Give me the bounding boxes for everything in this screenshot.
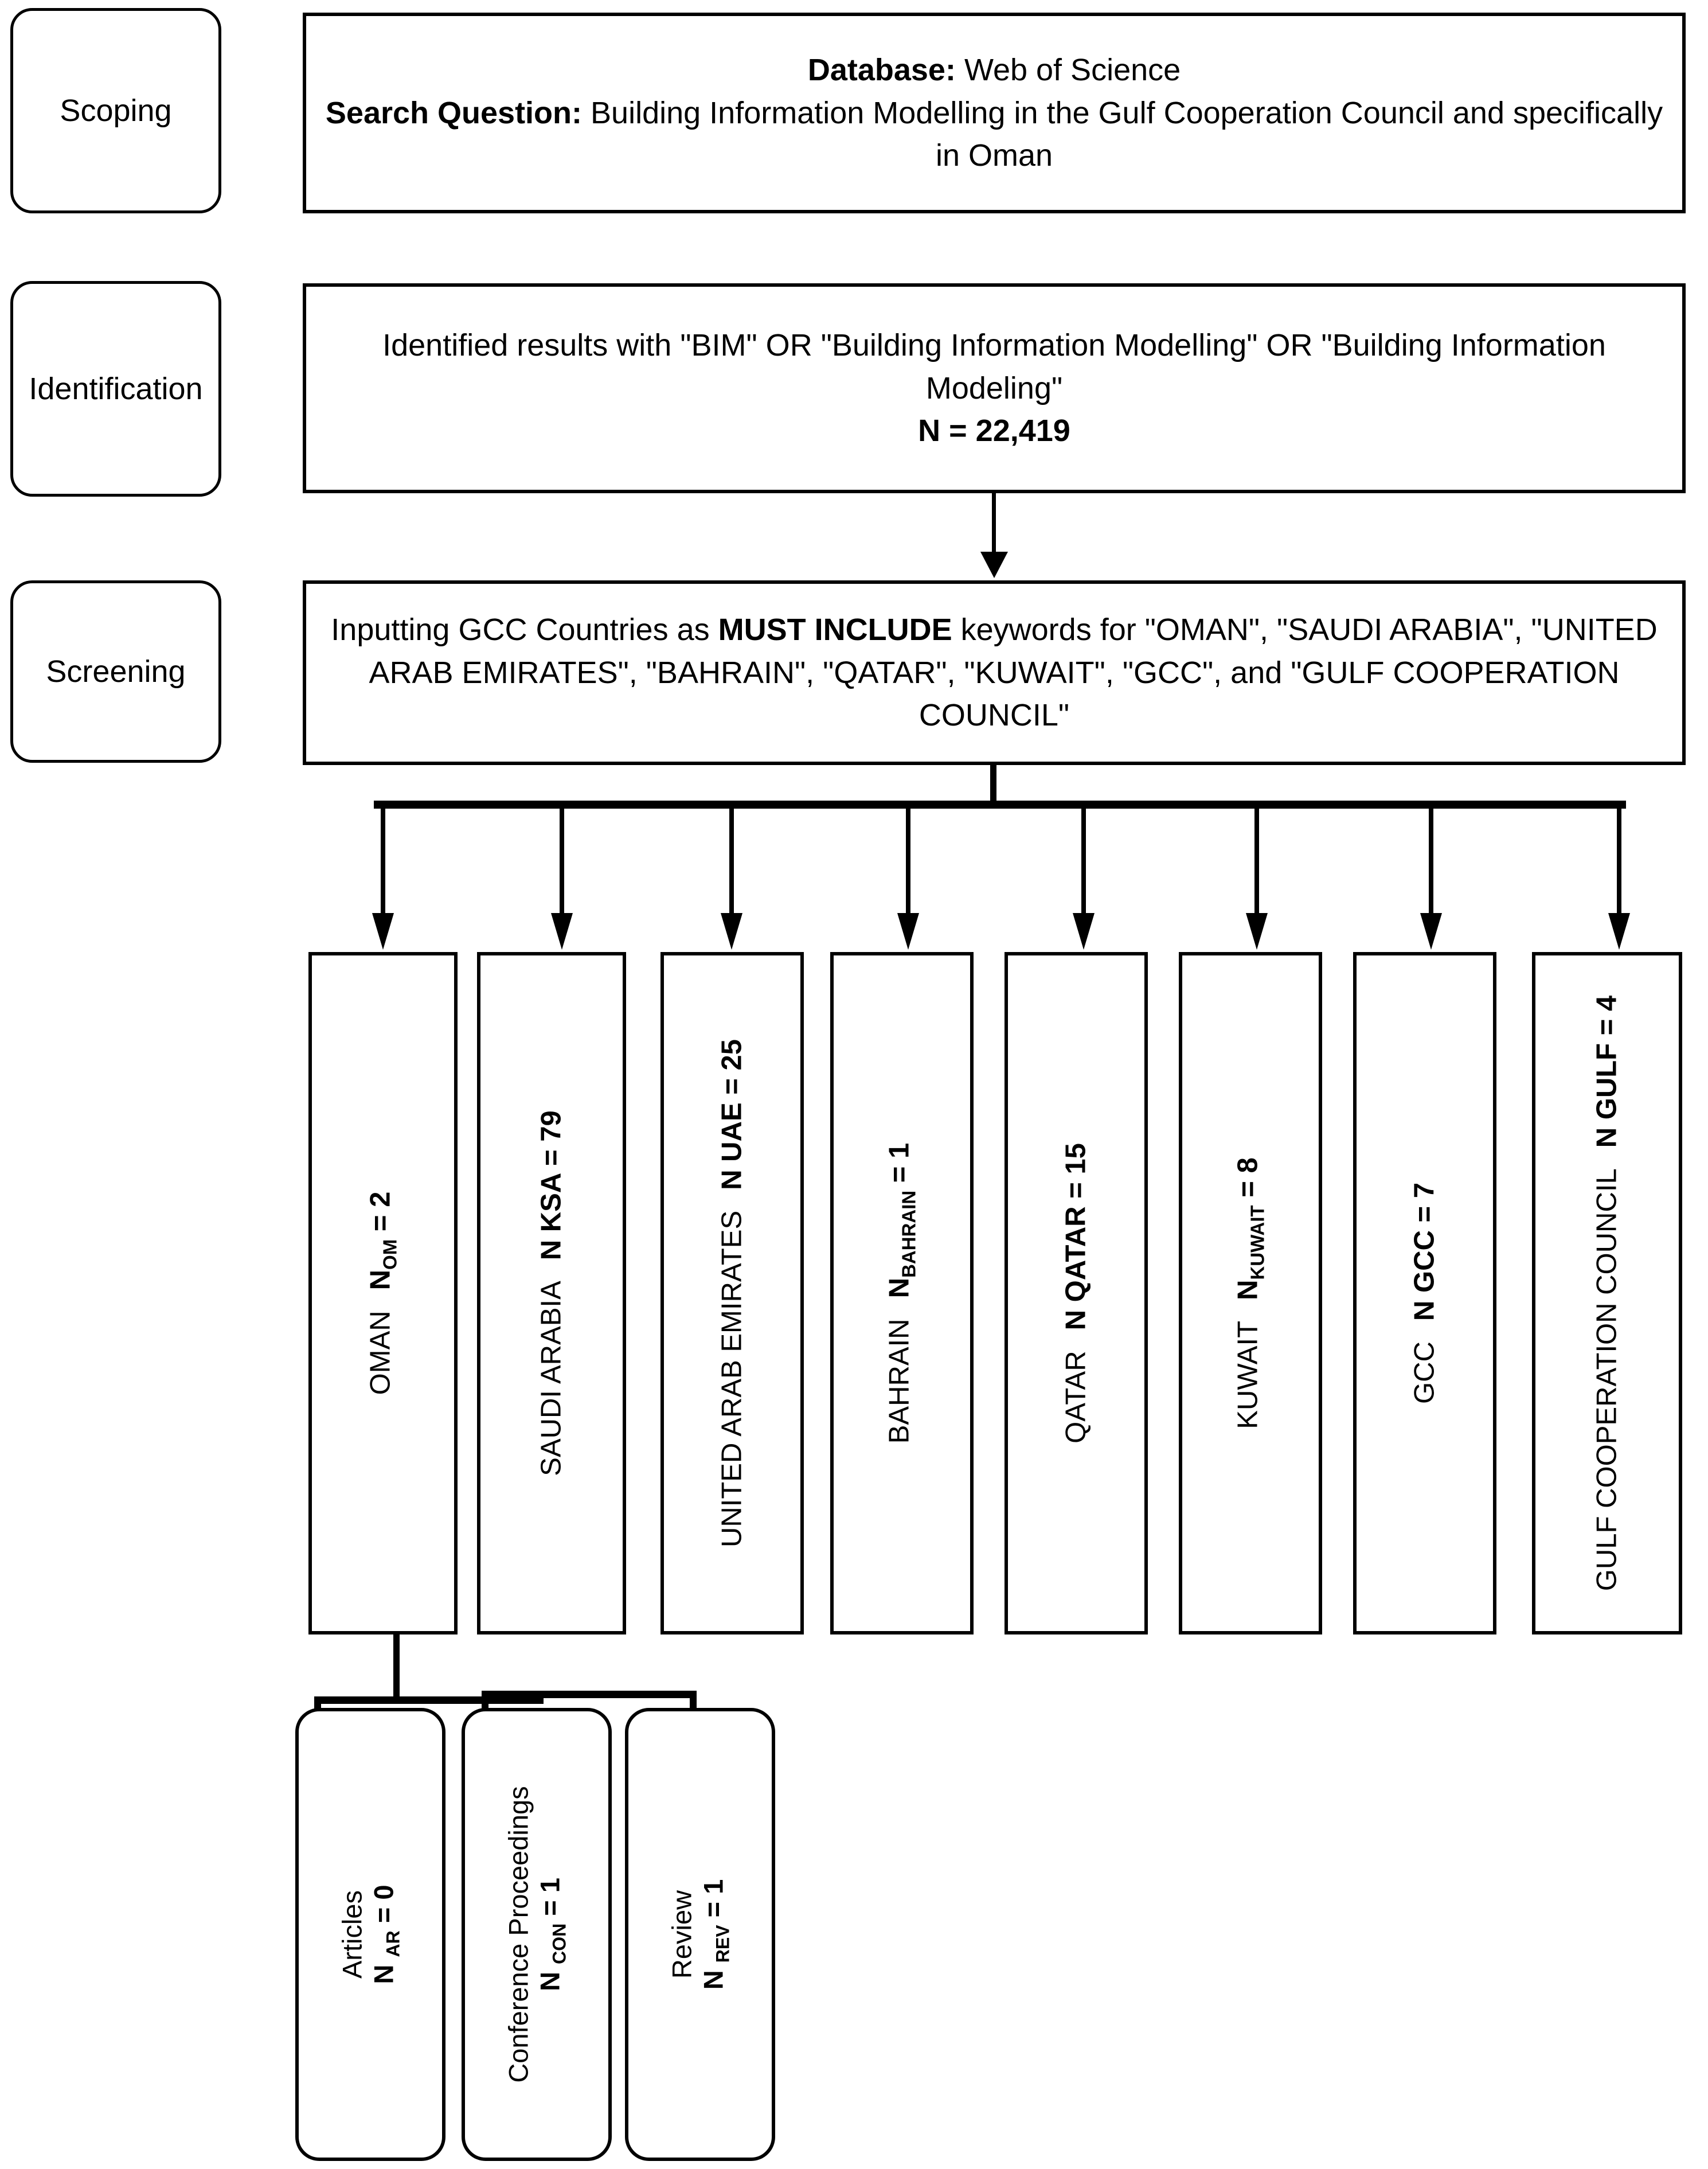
- type-name-articles: Articles: [337, 1890, 368, 1979]
- arrow-identification-to-screening: [980, 552, 1008, 578]
- stage-chip-identification: [10, 281, 221, 497]
- country-label-saudi-arabia: [538, 1110, 566, 1476]
- arrow-to-country-6: [1246, 913, 1268, 950]
- manifold-drop-6: [1254, 805, 1259, 930]
- scoping-question-label: Search Question:: [325, 95, 583, 130]
- country-count-gulf-cooperation-council: N GULF = 4: [1591, 995, 1623, 1148]
- stage-chip-screening-label: Screening: [46, 654, 186, 689]
- country-box-gcc: [1353, 952, 1496, 1634]
- manifold-drop-4: [906, 805, 910, 930]
- country-label-qatar: [1062, 1143, 1091, 1444]
- scoping-database-line: [319, 49, 1670, 92]
- country-name-uae: UNITED ARAB EMIRATES: [716, 1210, 748, 1548]
- arrow-to-country-8: [1608, 913, 1630, 950]
- type-box-articles: [295, 1708, 445, 2161]
- type-box-conference-proceedings: [462, 1708, 612, 2161]
- country-name-kuwait: KUWAIT: [1232, 1320, 1264, 1429]
- type-count-articles: N $_{AR}$ = 0: [368, 1885, 404, 1984]
- manifold-trunk: [990, 765, 996, 803]
- country-name-gcc: GCC: [1409, 1341, 1440, 1404]
- screening-criteria-text: [319, 608, 1670, 737]
- type-label-review: [666, 1879, 734, 1990]
- manifold-drop-1: [381, 805, 385, 930]
- manifold-drop-5: [1081, 805, 1086, 930]
- screening-prefix: Inputting GCC Countries as: [331, 613, 718, 647]
- country-label-oman: [367, 1192, 400, 1395]
- oman-split-stem: [393, 1633, 400, 1702]
- scoping-question-line: [319, 92, 1670, 177]
- country-box-bahrain: [830, 952, 974, 1634]
- stage-chip-identification-label: Identification: [29, 371, 203, 406]
- arrow-to-country-1: [372, 913, 394, 950]
- country-label-bahrain: [886, 1143, 919, 1444]
- screening-suffix: keywords for "OMAN", "SAUDI ARABIA", "UNITED ARAB EMIRATES", "BAHRAIN", "QATAR", "KUWAIT", "GCC", and "GULF COOPERATION COUNCIL": [369, 613, 1658, 733]
- arrow-to-country-5: [1073, 913, 1095, 950]
- country-box-gulf-cooperation-council: [1532, 952, 1682, 1634]
- type-count-review: N $_{REV}$ = 1: [698, 1879, 733, 1990]
- arrow-to-country-4: [897, 913, 919, 950]
- country-count-gcc: N GCC = 7: [1409, 1183, 1440, 1321]
- country-count-uae: N UAE = 25: [716, 1039, 748, 1190]
- type-name-review: Review: [666, 1890, 697, 1979]
- scoping-database-value: Web of Science: [964, 53, 1181, 88]
- type-label-conference-proceedings: [502, 1786, 570, 2082]
- type-name-conference-proceedings: Conference Proceedings: [503, 1786, 534, 2083]
- country-label-kuwait: [1234, 1157, 1267, 1429]
- stage-chip-scoping: [10, 8, 221, 213]
- country-count-oman: $N_{OM} = 2$: [365, 1191, 401, 1290]
- scoping-content-box: [303, 13, 1686, 213]
- oman-split-bus-right: [482, 1691, 697, 1698]
- country-count-kuwait: $N_{KUWAIT} = 8$: [1232, 1157, 1268, 1300]
- screening-content-box: [303, 580, 1686, 765]
- arrow-to-country-2: [551, 913, 573, 950]
- scoping-database-label: Database:: [807, 53, 956, 88]
- country-count-saudi-arabia: N KSA = 79: [536, 1110, 567, 1261]
- country-label-gcc: [1411, 1183, 1439, 1404]
- manifold-drop-2: [560, 805, 564, 930]
- country-name-qatar: QATAR: [1060, 1351, 1092, 1444]
- manifold-drop-8: [1617, 805, 1621, 930]
- screening-emphasis: MUST INCLUDE: [718, 613, 952, 647]
- country-name-saudi-arabia: SAUDI ARABIA: [536, 1281, 567, 1476]
- country-label-uae: [718, 1039, 746, 1547]
- country-name-gulf-cooperation-council: GULF COOPERATION COUNCIL: [1591, 1168, 1623, 1591]
- country-box-qatar: [1005, 952, 1148, 1634]
- country-name-bahrain: BAHRAIN: [884, 1318, 915, 1444]
- type-count-conference-proceedings: N $_{CON}$ = 1: [534, 1878, 570, 1991]
- country-box-kuwait: [1179, 952, 1322, 1634]
- identification-query-text: Identified results with "BIM" OR "Building Information Modelling" OR "Building Information Modeling": [382, 328, 1606, 405]
- type-label-articles: [336, 1885, 404, 1984]
- country-box-uae: [660, 952, 804, 1634]
- manifold-drop-3: [729, 805, 734, 930]
- country-count-qatar: N QATAR = 15: [1060, 1143, 1092, 1331]
- stage-chip-screening: [10, 580, 221, 763]
- stage-chip-scoping-label: Scoping: [60, 93, 172, 128]
- identification-count: N = 22,419: [918, 413, 1070, 448]
- country-name-oman: OMAN: [365, 1310, 396, 1395]
- scoping-question-value: Building Information Modelling in the Gulf Cooperation Council and specifically in Oman: [591, 95, 1663, 173]
- identification-content-box: [303, 283, 1686, 493]
- country-box-saudi-arabia: [477, 952, 626, 1634]
- type-box-review: [625, 1708, 775, 2161]
- arrow-to-country-3: [721, 913, 742, 950]
- country-label-gulf-cooperation-council: [1593, 996, 1621, 1591]
- arrow-to-country-7: [1420, 913, 1442, 950]
- country-box-oman: [308, 952, 458, 1634]
- country-count-bahrain: $N_{BAHRAIN} = 1$: [884, 1142, 920, 1298]
- manifold-drop-7: [1429, 805, 1433, 930]
